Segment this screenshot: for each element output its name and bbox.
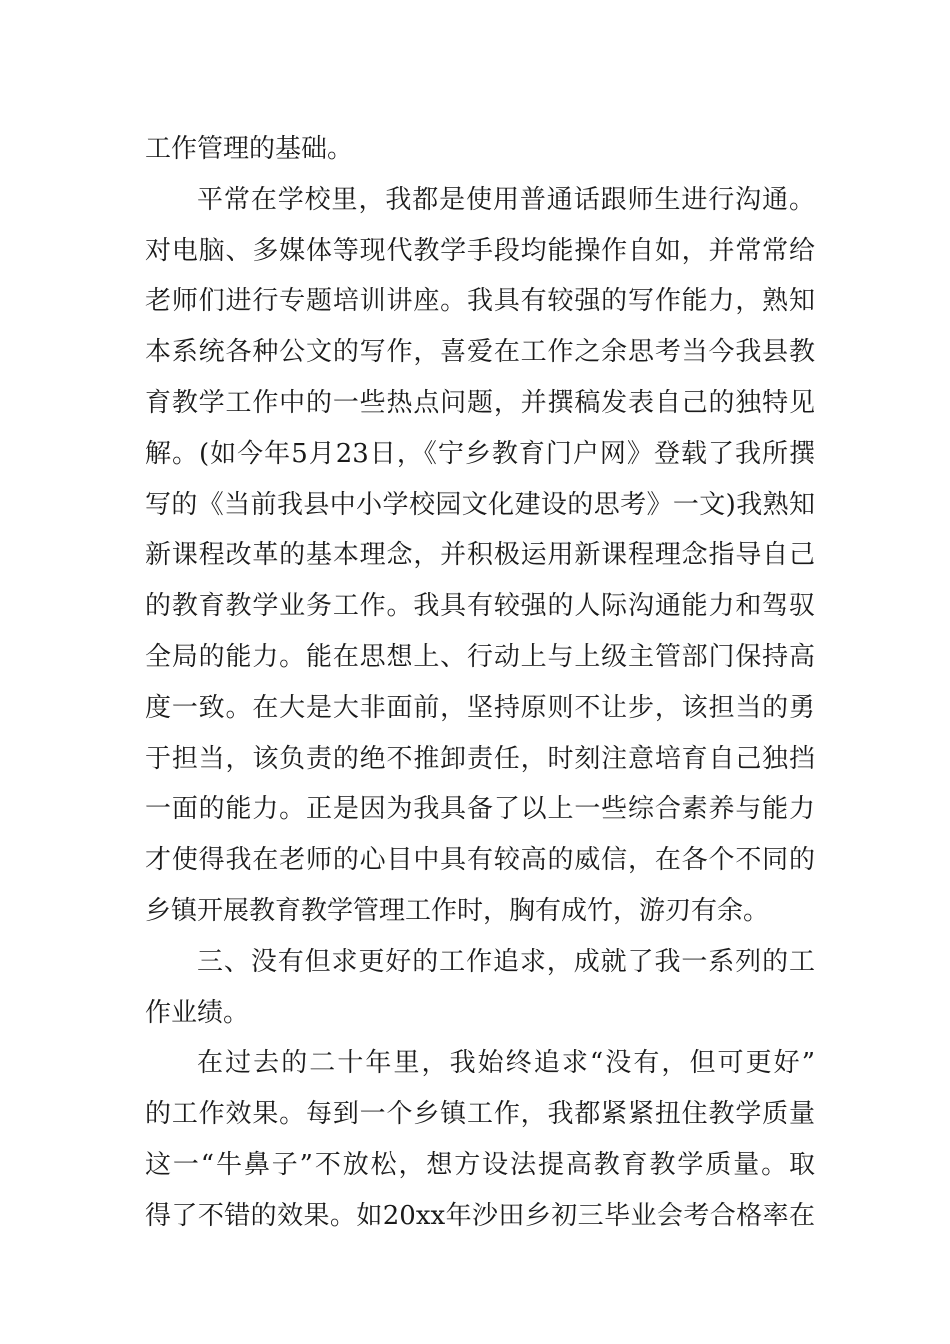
text-line: 度一致。在大是大非面前，坚持原则不让步，该担当的勇 [145,692,815,723]
text-line: 育教学工作中的一些热点问题，并撰稿发表自己的独特见 [145,387,815,418]
text-line: 才使得我在老师的心目中具有较高的威信，在各个不同的 [145,845,815,876]
text-line: 老师们进行专题培训讲座。我具有较强的写作能力，熟知 [145,286,815,317]
text-line: 乡镇开展教育教学管理工作时，胸有成竹，游刃有余。 [145,895,770,926]
text-line: 全局的能力。能在思想上、行动上与上级主管部门保持高 [145,641,815,672]
document-body [145,124,815,1242]
text-line: 得了不错的效果。如20xx年沙田乡初三毕业会考合格率在 [145,1200,815,1231]
text-line: 的教育教学业务工作。我具有较强的人际沟通能力和驾驭 [145,591,815,622]
text-line: 的工作效果。每到一个乡镇工作，我都紧紧扭住教学质量 [145,1099,815,1130]
section-heading-line: 三、没有但求更好的工作追求，成就了我一系列的工 [197,946,815,977]
text-line: 新课程改革的基本理念，并积极运用新课程理念指导自己 [145,540,815,571]
text-line: 写的《当前我县中小学校园文化建设的思考》一文)我熟知 [145,489,815,520]
section-heading-line: 作业绩。 [145,997,250,1028]
text-line: 对电脑、多媒体等现代教学手段均能操作自如，并常常给 [145,235,815,266]
text-line: 这一“牛鼻子”不放松，想方设法提高教育教学质量。取 [145,1149,815,1180]
text-line: 本系统各种公文的写作，喜爱在工作之余思考当今我县教 [145,337,815,368]
text-line: 平常在学校里，我都是使用普通话跟师生进行沟通。 [197,184,815,215]
text-line: 工作管理的基础。 [145,134,354,164]
text-line: 在过去的二十年里，我始终追求“没有，但可更好” [197,1048,815,1079]
text-line: 一面的能力。正是因为我具备了以上一些综合素养与能力 [145,794,815,825]
text-line: 解。(如今年5月23日，《宁乡教育门户网》登载了我所撰 [145,438,815,469]
text-line: 于担当，该负责的绝不推卸责任，时刻注意培育自己独挡 [145,743,815,774]
